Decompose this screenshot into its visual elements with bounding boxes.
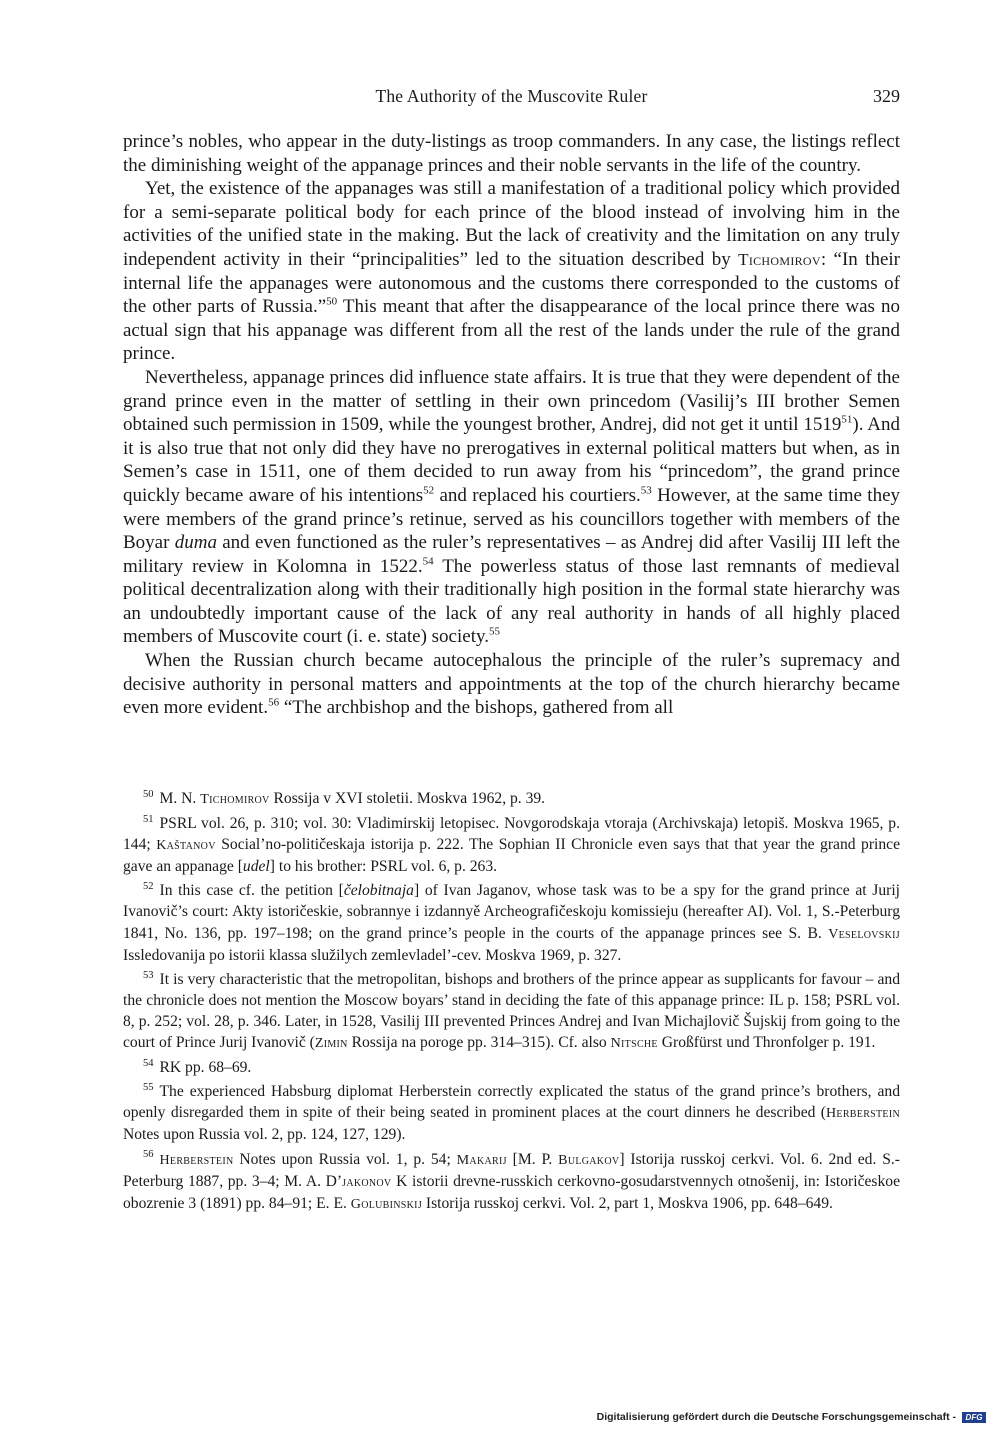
text-run: : “In their internal life the appanages were autonomous and the customs there corresponded to the customs of the other parts of Russia.” bbox=[123, 248, 900, 318]
text-run: When the Russian church became autocephalous the principle of the ruler’s supremacy and decisive authority in personal matters and appointments at the top of the church hierarchy became even more evident. bbox=[123, 650, 900, 719]
footnote-ref: 52 bbox=[423, 484, 435, 497]
footnote-number: 55 bbox=[143, 1082, 154, 1094]
footnote-number: 50 bbox=[143, 788, 154, 800]
text-run: ] of Ivan Jaganov, whose task was to be a spy for the grand prince at Jurij Ivanovič’s court: Akty istoričeskie, sobrannye i izdannyě Archeografičeskoju komissieju (hereafter AI). Vol. 1, S.-Peterburg 1841, No. 136, pp. 197–198; on the grand prince’s people in the courts of the appanage princes see S. B. bbox=[123, 882, 900, 942]
text-run: “The archbishop and the bishops, gathered from all bbox=[279, 697, 674, 719]
text-run: [M. P. bbox=[506, 1150, 559, 1168]
text-run: ). And it is also true that not only did they have no prerogatives in external political matters but when, as in Semen’s case in 1511, one of them decided to run away from his “princedom”, the grand prince quickly became aware of his intentions bbox=[123, 414, 900, 506]
text-run: Social’no-političeskaja istorija p. 222. The Sophian II Chronicle even says that that year the grand prince gave an appanage [ bbox=[123, 836, 900, 876]
author-name: Zimin bbox=[314, 1035, 348, 1052]
author-name: Kaštanov bbox=[156, 837, 216, 854]
text-run: The powerless status of those last remnants of medieval political decentralization along with their traditionally high position in the formal state hierarchy was an undoubtedly important cause of the lack of any real authority in hands of all highly placed members of Muscovite court (i. e. state) society. bbox=[123, 555, 900, 648]
footnote-ref: 55 bbox=[489, 626, 500, 639]
text-run: Nevertheless, appanage princes did influence state affairs. It is true that they were dependent of the grand prince even in the matter of settling in their own princedom (Vasilij’s III brother Semen obtained such permission in 1509, while the youngest brother, Andrej, did not get it until 1519 bbox=[123, 366, 900, 436]
author-name: Tichomirov bbox=[200, 791, 270, 807]
text-run: and even functioned as the ruler’s representatives – as Andrej did after Vasilij III left the military review in Kolomna in 1522. bbox=[123, 532, 901, 577]
text-run: It is very characteristic that the metropolitan, bishops and brothers of the prince appear as supplicants for favour – and the chronicle does not mention the Moscow boyars’ stand in deciding the fate of this appanage prince: IL p. 158; PSRL vol. 8, p. 252; vol. 28, p. 346. Later, in 1528, Vasilij III prevented Princes Andrej and Ivan Michajlovič Šujskij from going to the court of Prince Jurij Ivanovič ( bbox=[123, 970, 900, 1052]
footnote bbox=[123, 1057, 900, 1078]
author-name: Nitsche bbox=[610, 1035, 658, 1052]
text-run: ] Istorija russkoj cerkvi. Vol. 6. 2nd ed. S.-Peterburg 1887, pp. 3–4; M. A. D’ bbox=[123, 1150, 900, 1190]
author-name: Makarij bbox=[456, 1151, 507, 1168]
text-run: The experienced Habsburg diplomat Herberstein correctly explicated the status of the grand prince’s brothers, and openly disregarded them in spite of their being seated in prominent places at the court dinners he described ( bbox=[123, 1083, 900, 1122]
footnote-ref: 56 bbox=[268, 696, 280, 709]
text-run: ] to his brother: PSRL vol. 6, p. 263. bbox=[269, 858, 498, 876]
footnote bbox=[123, 1081, 900, 1145]
author-name: Bulgakov bbox=[558, 1151, 620, 1168]
footnote bbox=[123, 1149, 900, 1215]
text-run: Istorija russkoj cerkvi. Vol. 2, part 1, Moskva 1906, pp. 648–649. bbox=[422, 1194, 833, 1212]
text-run: RK pp. 68–69. bbox=[159, 1059, 252, 1077]
text-run: PSRL vol. 26, p. 310; vol. 30: Vladimirskij letopisec. Novgorodskaja vtoraja (Archivskaja) letopiš. Moskva 1965, p. 144; bbox=[123, 815, 900, 854]
footnote-ref: 54 bbox=[422, 555, 434, 568]
running-head bbox=[123, 86, 900, 110]
text-run: K istorii drevne-russkich cerkovno-gosudarstvennych otnošenij, in: Istoričeskoe obozrenie 3 (1891) pp. 84–91; E. E. bbox=[123, 1172, 900, 1212]
footnote-ref: 53 bbox=[640, 484, 652, 497]
text-run: Rossija v XVI stoletii. Moskva 1962, p. 39. bbox=[269, 790, 546, 807]
italic-term: duma bbox=[174, 532, 217, 554]
body-paragraph bbox=[123, 649, 900, 720]
page-number: 329 bbox=[873, 86, 900, 106]
running-title: The Authority of the Muscovite Ruler bbox=[375, 86, 648, 106]
footnote bbox=[123, 969, 900, 1054]
credit-text: Digitalisierung gefördert durch die Deutsche Forschungsgemeinschaft - bbox=[596, 1411, 956, 1423]
text-run: Großfürst und Thronfolger p. 191. bbox=[657, 1034, 876, 1052]
footnote bbox=[123, 880, 900, 965]
digitization-credit bbox=[597, 1411, 986, 1423]
text-run: M. N. bbox=[159, 790, 201, 807]
footnote-ref: 51 bbox=[841, 413, 853, 426]
body-paragraph bbox=[123, 366, 900, 649]
footnote-number: 52 bbox=[143, 881, 154, 893]
footnote-number: 54 bbox=[143, 1057, 154, 1069]
text-run: Rossija na poroge pp. 314–315). Cf. also bbox=[347, 1034, 611, 1052]
italic-term: čelobitnaja bbox=[343, 882, 414, 900]
dfg-logo-icon: DFG bbox=[962, 1412, 986, 1423]
author-name: Veselovskij bbox=[828, 925, 900, 942]
author-name: Herberstein bbox=[159, 1151, 234, 1168]
body-text bbox=[123, 130, 900, 720]
text-run: This meant that after the disappearance of the local prince there was no actual sign that his appanage was different from all the rest of the lands under the rule of the grand prince. bbox=[123, 296, 900, 365]
footnote-number: 53 bbox=[143, 969, 154, 981]
text-run: Notes upon Russia vol. 1, p. 54; bbox=[233, 1150, 457, 1168]
text-run: Issledovanija po istorii klassa služilych zemlevladel’-cev. Moskva 1969, p. 327. bbox=[123, 946, 622, 964]
footnote-number: 56 bbox=[143, 1149, 154, 1161]
footnote bbox=[123, 813, 900, 877]
body-paragraph bbox=[123, 177, 900, 366]
footnotes bbox=[123, 788, 900, 1218]
author-name: Golubinskij bbox=[350, 1195, 423, 1212]
body-paragraph bbox=[123, 130, 900, 177]
text-run: However, at the same time they were members of the grand prince’s retinue, served as his councillors together with members of the Boyar bbox=[123, 484, 901, 554]
text-run: Notes upon Russia vol. 2, pp. 124, 127, 129). bbox=[123, 1126, 406, 1144]
author-name: jakonov bbox=[342, 1173, 392, 1190]
footnote-ref: 50 bbox=[326, 295, 338, 308]
text-run: Yet, the existence of the appanages was still a manifestation of a traditional policy which provided for a semi-separate political body for each prince of the blood instead of involving him in the activities of the unified state in the making. But the lack of creativity and the limitation on any truly independent activity in their “principalities” led to the situation described by bbox=[123, 178, 900, 270]
text-run: prince’s nobles, who appear in the duty-listings as troop commanders. In any case, the listings reflect the diminishing weight of the appanage princes and their noble servants in the life of the country. bbox=[123, 131, 900, 176]
footnote bbox=[123, 788, 900, 810]
author-name: Tichomirov bbox=[738, 249, 821, 269]
footnote-number: 51 bbox=[143, 813, 154, 825]
text-run: In this case cf. the petition [ bbox=[159, 882, 344, 900]
italic-term: udel bbox=[242, 858, 270, 876]
text-run: and replaced his courtiers. bbox=[434, 484, 641, 506]
author-name: Herberstein bbox=[826, 1105, 900, 1122]
